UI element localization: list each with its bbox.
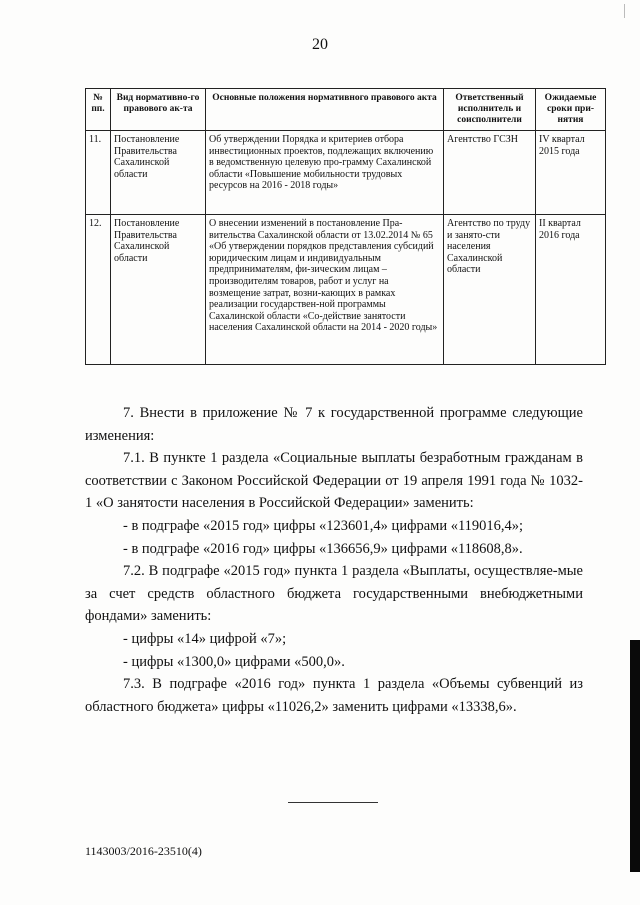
row-deadline: II квартал 2016 года — [536, 215, 606, 365]
row-content: О внесении изменений в постановление Пра-вительства Сахалинской области от 13.02.2014 № 65 «Об утверждении порядков представления субсидий юридическим лицам и индивидуальным предпринимателям, фи-зическим лицам – производителям товаров, работ и услуг на возмещение затрат, возни-кающих в рамках реализации государствен-ной программы Сахалинской области «Со-действие занятости населения Сахалинской области на 2014 - 2020 годы» — [206, 215, 444, 365]
row-content: Об утверждении Порядка и критериев отбора инвестиционных проектов, подлежащих включению в ведомственную целевую про-грамму Сахалинской области «Повышение мобильности трудовых ресурсов на 2016 - 2018 годы» — [206, 131, 444, 215]
row-num: 12. — [86, 215, 111, 365]
list-item: - в подграфе «2015 год» цифры «123601,4» цифрами «119016,4»; — [123, 517, 524, 534]
row-executor: Агентство ГСЗН — [444, 131, 536, 215]
list-item: - цифры «1300,0» цифрами «500,0». — [123, 653, 345, 670]
row-deadline: IV квартал 2015 года — [536, 131, 606, 215]
table-header-row — [86, 89, 606, 131]
header-executor: Ответственный исполнитель и соисполнители — [444, 89, 536, 131]
header-main-provisions: Основные положения нормативного правового акта — [206, 89, 444, 131]
row-executor: Агентство по труду и занято-сти населения Сахалинской области — [444, 215, 536, 365]
row-act-type: Постановление Правительства Сахалинской области — [111, 215, 206, 365]
list-item: - в подграфе «2016 год» цифры «136656,9» цифрами «118608,8». — [123, 540, 523, 557]
row-act-type: Постановление Правительства Сахалинской области — [111, 131, 206, 215]
normative-acts-table — [85, 88, 606, 365]
scan-margin-bar — [630, 640, 640, 872]
table-row — [86, 131, 606, 215]
page-number: 20 — [312, 36, 328, 53]
paragraph-7-2: 7.2. В подграфе «2015 год» пункта 1 раздела «Выплаты, осуществляе-мые за счет средств областного бюджета государственными внебюджетными фондами» заменить: — [85, 563, 583, 625]
scan-corner-mark — [624, 4, 625, 18]
paragraph-7-3: 7.3. В подграфе «2016 год» пункта 1 раздела «Объемы субвенций из областного бюджета» цифры «11026,2» заменить цифрами «13338,6». — [85, 676, 583, 715]
paragraph-7-1: 7.1. В пункте 1 раздела «Социальные выплаты безработным гражданам в соответствии с Законом Российской Федерации от 19 апреля 1991 года № 1032-1 «О занятости населения в Российской Федерации» заменить: — [85, 450, 583, 512]
body-text — [85, 402, 583, 718]
row-num: 11. — [86, 131, 111, 215]
header-deadline: Ожидаемые сроки при-нятия — [536, 89, 606, 131]
document-code: 1143003/2016-23510(4) — [85, 844, 202, 858]
paragraph-7: 7. Внести в приложение № 7 к государственной программе следующие изменения: — [85, 405, 583, 444]
header-num: № пп. — [86, 89, 111, 131]
header-act-type: Вид нормативно-го правового ак-та — [111, 89, 206, 131]
end-separator-line — [288, 802, 378, 803]
list-item: - цифры «14» цифрой «7»; — [123, 630, 287, 647]
table-row — [86, 215, 606, 365]
